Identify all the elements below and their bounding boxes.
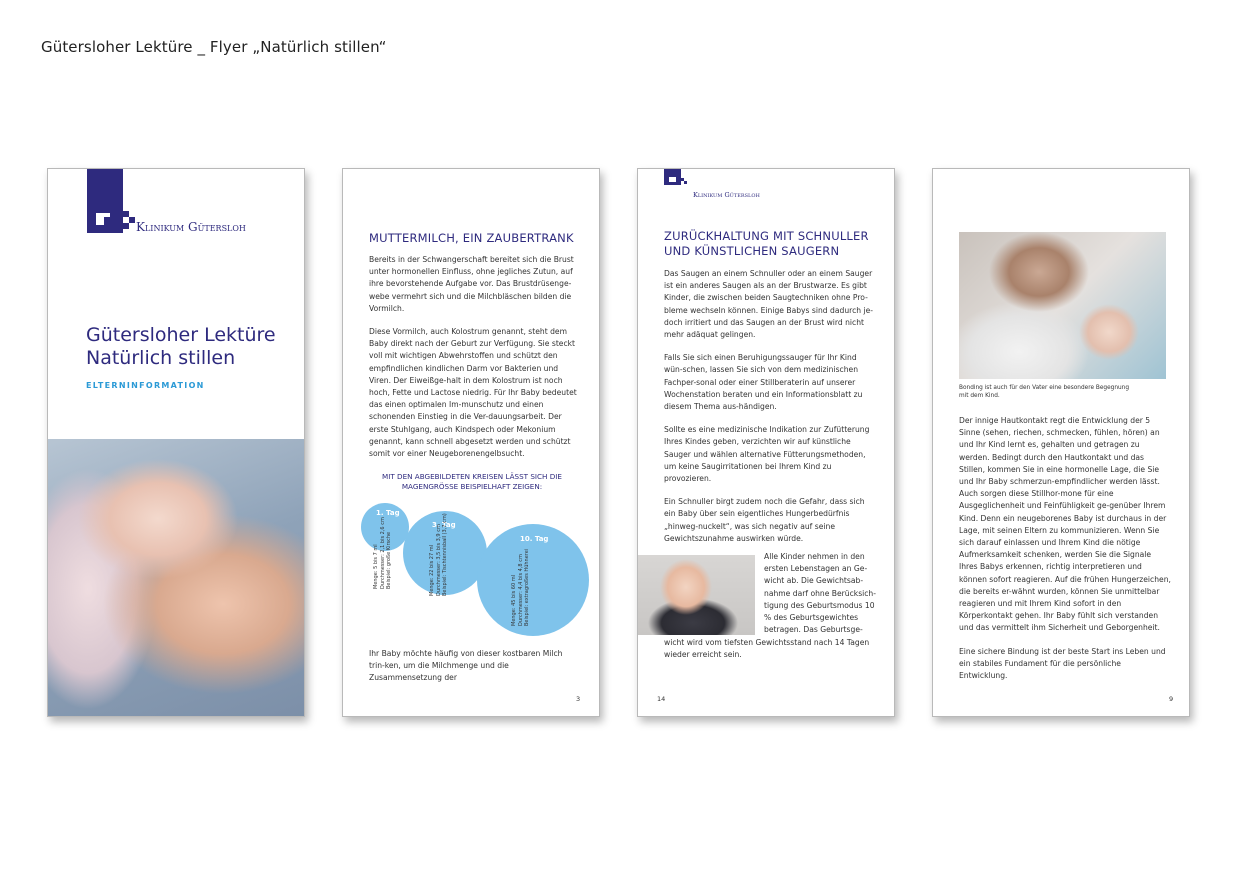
circle-detail: Beispiel: große Kirsche: [386, 531, 392, 589]
cover-title-line2: Natürlich stillen: [86, 347, 236, 369]
caption-line2: mit dem Kind.: [959, 393, 1000, 399]
circles-caption: [343, 472, 600, 492]
logo-wordmark: Klinikum Gütersloh: [136, 220, 246, 234]
circle-detail: Menge: 22 bis 27 ml: [429, 544, 435, 596]
page14-side-text-end: wicht wird vom tiefsten Gewichtsstand nach 14 Tagen wieder erreicht sein.: [664, 638, 870, 660]
page14-side-text: Alle Kinder nehmen in den ersten Lebenstagen an Ge-wicht ab. Die Gewichtsab-nahme darf ohne Berücksich-tigung des Geburtsmodus 10 % des Geburtsgewichtes betragen. Das Geburtsge-: [764, 552, 876, 635]
flyer-cover-panel: [47, 168, 305, 717]
flyer-page-9: [932, 168, 1190, 717]
flyer-page-3: [342, 168, 600, 717]
page3-paragraph: Diese Vormilch, auch Kolostrum genannt, steht dem Baby direkt nach der Geburt zur Verfügung. Sie steckt voll mit wichtigen Abwehrstoffen und schützt den empfindlichen kindlichen Darm vor Bakterien und Viren. Der Eiweißge-halt in dem Kolostrum ist noch hoch, Fette und Lactose niedrig. Für Ihr Baby bedeutet das einen optimalen Im-munschutz und einen schonenden Einstieg in die Ver-dauungsarbeit. Der erste Stuhlgang, auch Kindspech oder Mekonium genannt, kann schnell abgesetzt werden und schützt somit vor einer Neugeborenengelbsucht.: [369, 327, 577, 459]
circle-detail: Beispiel: Tischtennisball (3,7 cm): [442, 513, 448, 596]
father-baby-photo: [959, 232, 1166, 379]
page14-paragraph: Falls Sie sich einen Beruhigungssauger für Ihr Kind wün-schen, lassen Sie sich von dem medizinischen Fachper-sonal oder einer Stillberaterin auf unserer Wochenstation beraten und ein Informationsblatt zu diesem Thema aus-händigen.: [664, 353, 863, 412]
page14-paragraph: Sollte es eine medizinische Indikation zur Zufütterung Ihres Kindes geben, verzichten wir auf künstliche Sauger und wählen alternative Fütterungsmethoden, um keine Saugirritationen bei Ihrem Kind zu provozieren.: [664, 425, 870, 484]
caption-line1: Bonding ist auch für den Vater eine besondere Begegnung: [959, 385, 1130, 391]
laughing-baby-photo: [638, 555, 755, 635]
page14-heading-line1: ZURÜCKHALTUNG MIT SCHNULLER: [664, 229, 869, 243]
circle-detail: Beispiel: extragroßes Hühnerei: [524, 548, 530, 626]
page3-body: [369, 254, 579, 471]
page-number: 9: [1169, 695, 1174, 703]
page-number: 14: [657, 695, 666, 703]
circle-day10-details: [511, 549, 531, 626]
page-number: 3: [576, 695, 581, 703]
circle-detail: Durchmesser: 4,4 bis 4,8 cm: [517, 554, 524, 626]
circle-detail: Menge: 5 bis 7 ml: [373, 544, 379, 589]
logo-icon: [664, 169, 688, 189]
circle-detail: Menge: 45 bis 60 ml: [511, 574, 517, 626]
circles-caption-line1: MIT DEN ABGEBILDETEN KREISEN LÄSST SICH DIE: [382, 472, 562, 481]
page3-heading: MUTTERMILCH, EIN ZAUBERTRANK: [369, 231, 574, 245]
circle-day10-label: 10. Tag: [520, 535, 549, 543]
logo-wordmark: Klinikum Gütersloh: [693, 191, 760, 199]
breastfeeding-photo: [48, 439, 305, 717]
cover-title: [86, 324, 296, 370]
page3-paragraph: Bereits in der Schwangerschaft bereitet sich die Brust unter hormonellen Einfluss, ohne jegliches Zutun, auf ihre bevorstehende Aufgabe vor. Das Brustdrüsenge-webe vermehrt sich und die Milchbläschen bilden die Vormilch.: [369, 255, 574, 313]
page14-heading: [664, 229, 869, 259]
page14-paragraph: Ein Schnuller birgt zudem noch die Gefahr, dass sich ein Baby über sein eigentliches Hungerbedürfnis „hinweg-nuckelt“, was sich negativ auf seine Gewichtszunahme auswirken würde.: [664, 497, 865, 543]
page9-paragraph: Der innige Hautkontakt regt die Entwicklung der 5 Sinne (sehen, riechen, schmecken, fühlen, hören) an und Ihr Kind lernt es, gehalten und getragen zu werden. Bedingt durch den Hautkontakt und das Stillen, kommen Sie in eine hormonelle Lage, die Sie und Ihr Baby schmerzun-empfindlicher werden lässt. Auch sorgen diese Stillhor-mone für eine Ausgeglichenheit und Feinfühligkeit ge-genüber Ihrem Kind. Denn ein neugeborenes Baby ist durchaus in der Lage, mit seinen Eltern zu kommunizieren. Wenn Sie sich darauf einlassen und Ihrem Kind die nötige Aufmerksamkeit schenken, werden Sie die Signale Ihres Babys erkennen, richtig interpretieren und können sofort reagieren. Auf die frühen Hungerzeichen, die bereits er-wähnt wurden, können Sie unmittelbar reagieren und mit Ihrem Kind sofort in den Körperkontakt gehen. Ihr Baby fühlt sich verstanden und das vermittelt ihm Sicherheit und Geborgenheit.: [959, 416, 1171, 633]
page14-body: [664, 268, 874, 556]
photo-caption: [959, 384, 1169, 400]
circles-caption-line2: MAGENGRÖSSE BEISPIELHAFT ZEIGEN:: [401, 482, 543, 491]
circle-day3-label: 3. Tag: [432, 521, 456, 529]
cover-subtitle: ELTERNINFORMATION: [86, 381, 205, 390]
circle-day1-details: [373, 517, 393, 589]
page14-paragraph: Das Saugen an einem Schnuller oder an einem Sauger ist ein anderes Saugen als an der Brustwarze. Es gibt Kinder, die zwischen beiden Saugtechniken ohne Pro-bleme wechseln können. Einige Babys sind dadurch je-doch irritiert und das Saugen an der Brust wird nicht mehr adäquat gelingen.: [664, 269, 874, 340]
page-title: Gütersloher Lektüre _ Flyer „Natürlich stillen“: [41, 38, 387, 56]
page14-heading-line2: UND KÜNSTLICHEN SAUGERN: [664, 244, 840, 258]
page3-closing: Ihr Baby möchte häufig von dieser kostbaren Milch trin-ken, um die Milchmenge und die Zusammensetzung der: [369, 649, 563, 683]
flyer-page-14: [637, 168, 895, 717]
circle-day3-details: [429, 513, 449, 596]
circle-detail: Durchmesser: 2,1 bis 2,6 cm: [379, 517, 386, 589]
page9-body: [959, 415, 1171, 693]
circle-day1-label: 1. Tag: [376, 509, 400, 517]
circle-detail: Durchmesser: 3,5 bis 3,9 cm: [435, 524, 442, 596]
logo-mark: [87, 169, 123, 205]
page9-paragraph: Eine sichere Bindung ist der beste Start ins Leben und ein stabiles Fundament für die persönliche Entwicklung.: [959, 646, 1166, 681]
logo-icon: [87, 205, 137, 235]
cover-title-line1: Gütersloher Lektüre: [86, 324, 276, 346]
